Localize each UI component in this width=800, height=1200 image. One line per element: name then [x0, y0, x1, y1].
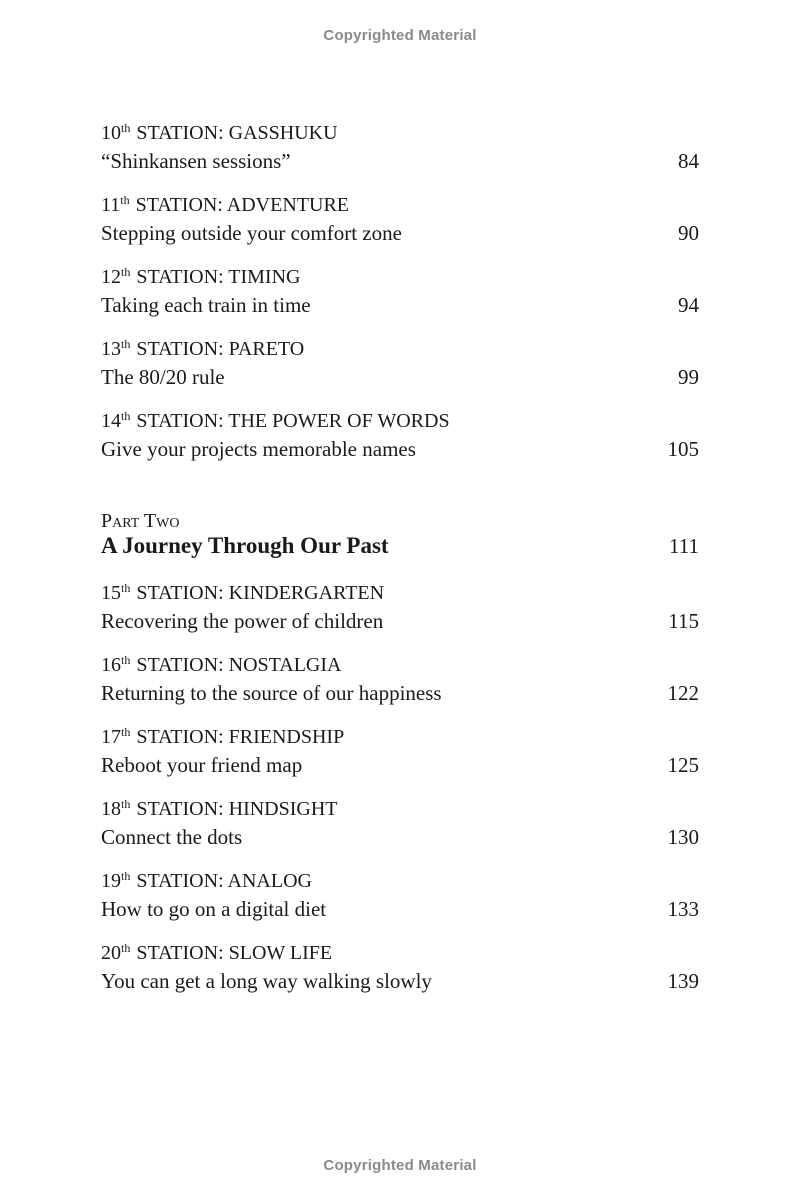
station-heading: [101, 264, 699, 292]
ordinal-suffix: th: [121, 265, 131, 279]
station-title: STATION: TIMING: [136, 266, 301, 288]
station-number: 16: [101, 654, 121, 676]
ordinal-suffix: th: [121, 725, 131, 739]
page-number: 122: [667, 681, 699, 705]
page-number: 139: [667, 969, 699, 993]
page-number: 94: [678, 293, 699, 317]
page-number: 90: [678, 221, 699, 245]
chapter-subtitle: The 80/20 rule: [101, 365, 225, 389]
toc-entry-12[interactable]: [101, 264, 699, 318]
station-number: 12: [101, 266, 121, 288]
station-title: STATION: NOSTALGIA: [136, 654, 342, 676]
chapter-subtitle: Connect the dots: [101, 825, 243, 849]
station-title: STATION: GASSHUKU: [136, 122, 338, 144]
page-number: 115: [668, 609, 699, 633]
toc-entry-17[interactable]: [101, 724, 699, 778]
copyright-watermark-top: Copyrighted Material: [323, 27, 477, 44]
station-heading: [101, 580, 699, 608]
ordinal-suffix: th: [121, 797, 131, 811]
station-heading: [101, 336, 699, 364]
page-number: 84: [678, 149, 699, 173]
chapter-subtitle: You can get a long way walking slowly: [101, 969, 432, 993]
ordinal-suffix: th: [121, 121, 131, 135]
station-title: STATION: ANALOG: [136, 870, 312, 892]
chapter-subtitle: Returning to the source of our happiness: [101, 681, 442, 705]
chapter-subtitle: Recovering the power of children: [101, 609, 384, 633]
station-number: 20: [101, 942, 121, 964]
ordinal-suffix: th: [120, 193, 130, 207]
toc-entry-11[interactable]: [101, 192, 699, 246]
toc-entry-16[interactable]: [101, 652, 699, 706]
ordinal-suffix: th: [121, 869, 131, 883]
toc-entry-19[interactable]: [101, 868, 699, 922]
station-title: STATION: PARETO: [136, 338, 305, 360]
copyright-watermark-bottom: Copyrighted Material: [323, 1157, 477, 1174]
chapter-subtitle: Taking each train in time: [101, 293, 311, 317]
station-heading: [101, 408, 699, 436]
chapter-subtitle: Stepping outside your comfort zone: [101, 221, 402, 245]
station-number: 17: [101, 726, 121, 748]
toc-entry-14[interactable]: [101, 408, 699, 462]
station-title: STATION: FRIENDSHIP: [136, 726, 345, 748]
station-number: 13: [101, 338, 121, 360]
station-title: STATION: SLOW LIFE: [136, 942, 333, 964]
station-number: 10: [101, 122, 121, 144]
ordinal-suffix: th: [121, 409, 131, 423]
page-number: 133: [667, 897, 699, 921]
station-heading: [101, 940, 699, 968]
toc-entry-15[interactable]: [101, 580, 699, 634]
toc-part-two[interactable]: [101, 509, 699, 559]
station-title: STATION: THE POWER OF WORDS: [136, 410, 450, 432]
station-number: 11: [101, 194, 121, 216]
page-number: 125: [667, 753, 699, 777]
station-number: 19: [101, 870, 121, 892]
station-heading: [101, 868, 699, 896]
station-number: 18: [101, 798, 121, 820]
station-title: STATION: HINDSIGHT: [136, 798, 338, 820]
page-number: 105: [667, 437, 699, 461]
page-number: 111: [669, 534, 699, 558]
ordinal-suffix: th: [121, 581, 131, 595]
toc-entry-13[interactable]: [101, 336, 699, 390]
page-number: 130: [667, 825, 699, 849]
station-heading: [101, 120, 699, 148]
station-number: 15: [101, 582, 121, 604]
toc-entry-18[interactable]: [101, 796, 699, 850]
ordinal-suffix: th: [121, 941, 131, 955]
station-heading: [101, 192, 699, 220]
station-heading: [101, 652, 699, 680]
part-title: A Journey Through Our Past: [101, 533, 389, 558]
chapter-subtitle: How to go on a digital diet: [101, 897, 327, 921]
station-title: STATION: KINDERGARTEN: [136, 582, 385, 604]
station-heading: [101, 724, 699, 752]
station-number: 14: [101, 410, 121, 432]
toc-entry-10[interactable]: [101, 120, 699, 174]
ordinal-suffix: th: [121, 653, 131, 667]
toc-entry-20[interactable]: [101, 940, 699, 994]
chapter-subtitle: Give your projects memorable names: [101, 437, 416, 461]
part-label: Part Two: [101, 510, 180, 532]
station-title: STATION: ADVENTURE: [135, 194, 349, 216]
ordinal-suffix: th: [121, 337, 131, 351]
station-heading: [101, 796, 699, 824]
page-number: 99: [678, 365, 699, 389]
chapter-subtitle: “Shinkansen sessions”: [101, 149, 291, 173]
chapter-subtitle: Reboot your friend map: [101, 753, 303, 777]
